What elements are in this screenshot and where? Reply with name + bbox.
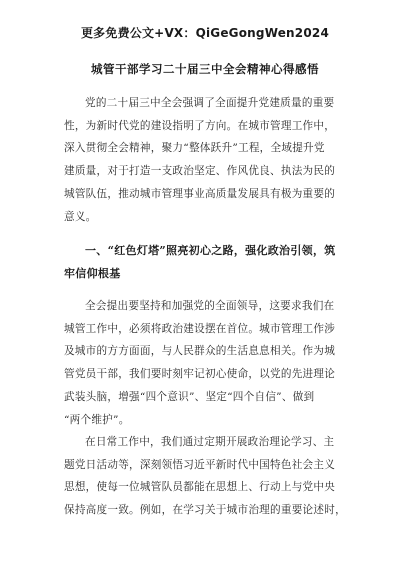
heading-line: 牢信仰根基 bbox=[64, 266, 121, 280]
paragraph-line: 保持高度一致。例如，在学习关于城市治理的重要论述时， bbox=[64, 504, 346, 517]
promo-header: 更多免费公文+VX：QiGeGongWen2024 bbox=[80, 26, 329, 40]
paragraph-line: 思想，使每一位城管队员都能在思想上、行动上与党中央 bbox=[64, 481, 336, 494]
paragraph-line: 管党员干部，我们要时刻牢记初心使命，以党的先进理论 bbox=[64, 368, 336, 381]
paragraph-line: 全会提出要坚持和加强党的全面领导，这要求我们在 bbox=[85, 300, 335, 312]
heading-line: 一、“红色灯塔”照亮初心之路，强化政治引领，筑 bbox=[85, 244, 336, 257]
document-title: 城管干部学习二十届三中全会精神心得感悟 bbox=[91, 62, 319, 76]
paragraph-line: 建质量，对于打造一支政治坚定、作风优良、执法为民的 bbox=[64, 165, 336, 178]
paragraph-line: 城管队伍，推动城市管理事业高质量发展具有极为重要的 bbox=[64, 187, 336, 200]
paragraph-line: 题党日活动等，深刻领悟习近平新时代中国特色社会主义 bbox=[64, 458, 336, 471]
paragraph-line: 党的二十届三中全会强调了全面提升党建质量的重要 bbox=[85, 97, 335, 109]
paragraph-line: 武装头脑，增强“四个意识”、坚定“四个自信”、做到 bbox=[64, 390, 315, 403]
paragraph-line: 城管工作中，必须将政治建设摆在首位。城市管理工作涉 bbox=[64, 322, 336, 335]
paragraph-political-guidance bbox=[64, 295, 354, 431]
paragraph-line: 在日常工作中，我们通过定期开展政治理论学习、主 bbox=[85, 436, 335, 448]
paragraph-daily-work bbox=[64, 431, 354, 522]
paragraph-line: 意义。 bbox=[64, 210, 97, 223]
paragraph-line: 性，为新时代党的建设指明了方向。在城市管理工作中， bbox=[64, 119, 336, 132]
paragraph-line: 深入贯彻全会精神，聚力“整体跃升”工程，全域提升党 bbox=[64, 142, 325, 155]
section-heading bbox=[64, 240, 354, 285]
paragraph-line: 及城市的方方面面，与人民群众的生活息息相关。作为城 bbox=[64, 345, 336, 358]
paragraph-line: “两个维护”。 bbox=[64, 413, 130, 426]
paragraph-intro bbox=[64, 92, 354, 228]
